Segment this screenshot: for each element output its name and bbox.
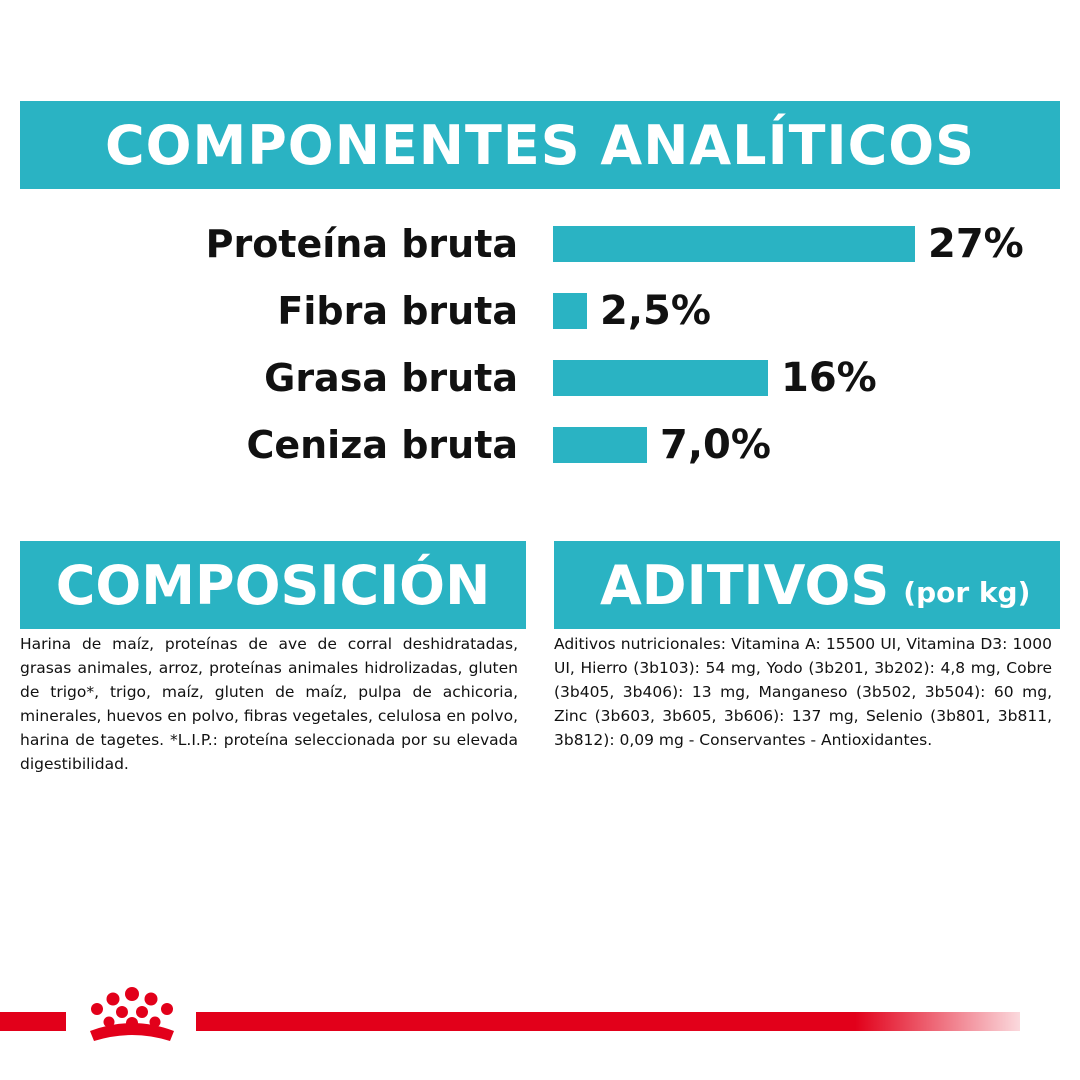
bar-value-label: 2,5% [600, 288, 711, 334]
bar-label: Ceniza bruta [246, 423, 518, 467]
aditivos-title: ADITIVOS [600, 553, 890, 617]
aditivos-subtitle: (por kg) [903, 575, 1031, 609]
composicion-title: COMPOSICIÓN [55, 553, 491, 617]
bar [553, 226, 915, 262]
footer-line-left [0, 1012, 66, 1031]
composicion-banner [20, 541, 526, 629]
bar-value-label: 16% [781, 355, 877, 401]
bar-value-label: 7,0% [660, 422, 771, 468]
footer-line-right [196, 1012, 1020, 1031]
bar-label: Fibra bruta [277, 289, 518, 333]
bar [553, 293, 587, 329]
composicion-text: Harina de maíz, proteínas de ave de corral deshidratadas, grasas animales, arroz, proteínas animales hidrolizadas, gluten de trigo*, trigo, maíz, gluten de maíz, pulpa de achicoria, minerales, huevos en polvo, fibras vegetales, celulosa en polvo, harina de tagetes. *L.I.P.: proteína seleccionada por su elevada digestibilidad. [20, 635, 518, 773]
aditivos-banner [554, 541, 1060, 629]
bar-value-label: 27% [928, 221, 1024, 267]
bar-label: Proteína bruta [205, 222, 518, 266]
bar [553, 427, 647, 463]
bar-label: Grasa bruta [264, 356, 518, 400]
royal-canin-crown-icon [76, 985, 188, 1047]
analiticos-title: COMPONENTES ANALÍTICOS [104, 113, 976, 177]
aditivos-text: Aditivos nutricionales: Vitamina A: 15500 UI, Vitamina D3: 1000 UI, Hierro (3b103): 54 mg, Yodo (3b201, 3b202): 4,8 mg, Cobre (3b405, 3b406): 13 mg, Manganeso (3b502, 3b504): 60 mg, Zinc (3b603, 3b605, 3b606): 137 mg, Selenio (3b801, 3b811, 3b812): 0,09 mg - Conservantes - Antioxidantes. [554, 635, 1052, 749]
analiticos-banner [20, 101, 1060, 189]
bar [553, 360, 768, 396]
